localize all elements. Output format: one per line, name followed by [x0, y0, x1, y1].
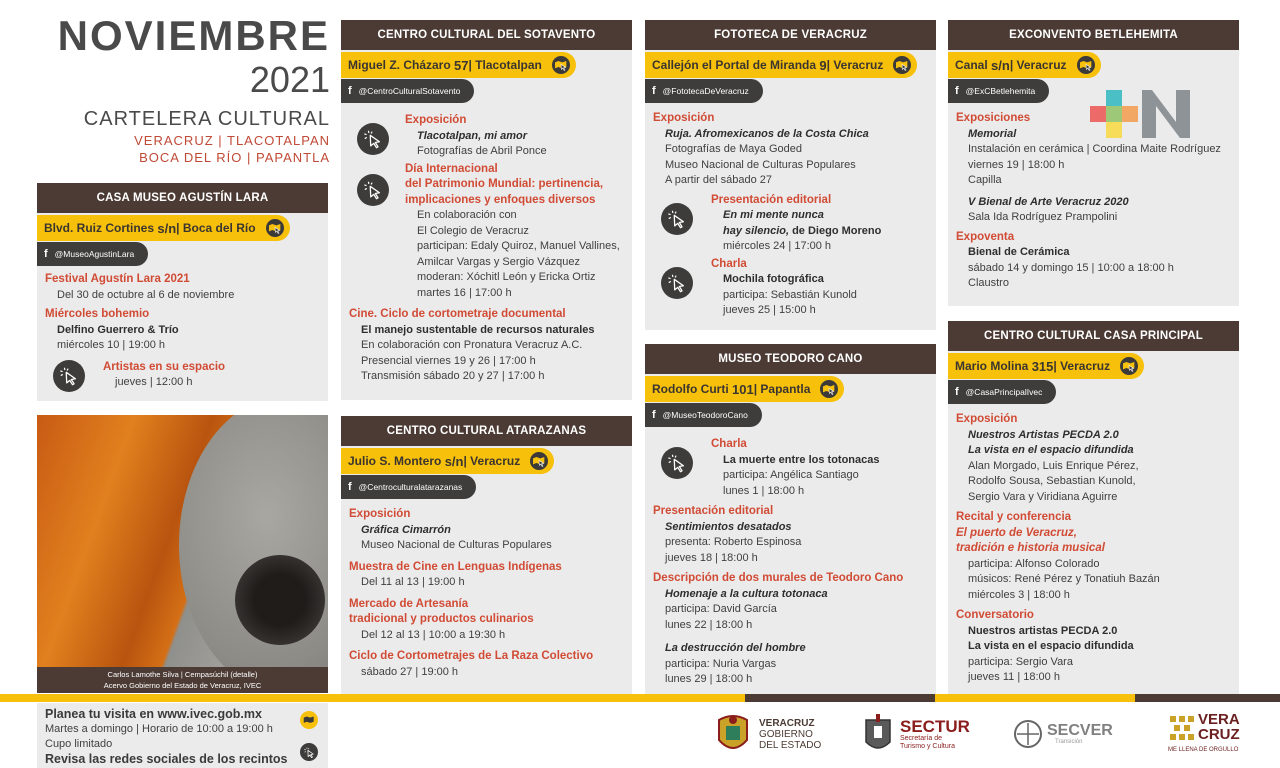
facebook-handle: @CentroCulturalSotavento: [358, 86, 461, 96]
address-number: s/n: [991, 57, 1010, 73]
veracruz-pattern-icon: [1168, 714, 1196, 742]
event-location: Capilla: [968, 174, 1002, 186]
address-number: s/n: [444, 453, 464, 469]
map-icon[interactable]: [891, 54, 913, 76]
event-work: Bienal de Cerámica: [968, 246, 1070, 258]
event-title: Conversatorio: [956, 609, 1034, 621]
event-detail: músicos: René Pérez y Tonatiuh Bazán: [968, 573, 1160, 585]
title-subtitle: CARTELERA CULTURAL: [83, 108, 330, 130]
event-detail: participa: Nuria Vargas: [665, 657, 777, 670]
veracruz-coat-of-arms-icon: [715, 712, 751, 756]
venue-header: EXCONVENTO BETLEHEMITA: [948, 20, 1239, 50]
event-date: jueves 11 | 18:00 h: [968, 671, 1060, 683]
event-work: Memorial: [968, 127, 1017, 140]
event-work: Homenaje a la cultura totonaca: [665, 587, 828, 600]
venue-museo-teodoro-cano: [645, 344, 936, 694]
facebook-link[interactable]: [37, 242, 148, 266]
logo-text: GOBIERNO: [759, 728, 813, 740]
event-detail: participan: Edaly Quiroz, Manuel Vallines,: [417, 240, 620, 252]
address-number: s/n: [157, 220, 177, 236]
logo-text: ME LLENA DE ORGULLO: [1168, 747, 1239, 753]
event-detail: participa: Angélica Santiago: [723, 469, 859, 481]
click-cursor-icon[interactable]: [661, 267, 693, 299]
facebook-icon: f: [955, 85, 959, 97]
facebook-icon: f: [44, 248, 48, 260]
event-title: Ciclo de Cortometrajes de La Raza Colectivo: [349, 650, 594, 662]
event-detail: Instalación en cerámica | Coordina Maite Rodríguez: [968, 143, 1221, 155]
event-location: Claustro: [968, 277, 1009, 289]
event-date: viernes 19 | 18:00 h: [968, 158, 1065, 171]
website-line[interactable]: Planea tu visita en www.ivec.gob.mx: [45, 707, 262, 721]
venue-header: CENTRO CULTURAL DEL SOTAVENTO: [341, 20, 632, 50]
facebook-handle: @ExCBetlehemita: [965, 86, 1036, 96]
event-work: El puerto de Veracruz,: [956, 526, 1077, 539]
event-title: Recital y conferencia: [956, 511, 1072, 523]
facebook-link[interactable]: [341, 79, 474, 103]
event-date: Del 30 de octubre al 6 de noviembre: [57, 288, 235, 301]
logo-text: DEL ESTADO: [759, 739, 822, 751]
cities-line-1: VERACRUZ | TLACOTALPAN: [134, 133, 330, 148]
event-date: miércoles 3 | 18:00 h: [968, 588, 1070, 601]
address-city: | Veracruz: [826, 58, 884, 72]
address-city: | Veracruz: [463, 454, 521, 468]
event-detail: Rodolfo Sousa, Sebastian Kunold,: [968, 475, 1136, 487]
event-work: La destrucción del hombre: [665, 642, 806, 654]
event-title: Artistas en su espacio: [103, 360, 226, 373]
event-title: Cine. Ciclo de cortometraje documental: [349, 308, 566, 320]
event-title: implicaciones y enfoques diversos: [405, 193, 596, 206]
click-cursor-icon[interactable]: [357, 123, 389, 155]
event-date: jueves | 12:00 h: [115, 376, 193, 388]
event-title: Festival Agustín Lara 2021: [45, 273, 190, 285]
venue-exconvento-betlehemita: [948, 20, 1239, 306]
address-bar[interactable]: [37, 215, 290, 241]
event-work: Ruja. Afromexicanos de la Costa Chica: [665, 127, 869, 140]
event-detail: Sergio Vara y Viridiana Aguirre: [968, 490, 1118, 503]
caption-line-1: Carlos Lamothe Silva | Cempasúchil (detalle): [107, 670, 258, 679]
ivec-seal-icon: [1013, 719, 1043, 749]
event-title: Exposición: [405, 114, 467, 126]
event-detail: Fotografías de Abril Ponce: [417, 145, 547, 157]
event-date: miércoles 24 | 17:00 h: [723, 240, 832, 252]
click-cursor-icon[interactable]: [53, 360, 85, 392]
event-title: Presentación editorial: [653, 505, 774, 517]
venue-header: CASA MUSEO AGUSTÍN LARA: [37, 183, 328, 213]
address-number: 9: [819, 57, 827, 73]
event-work: El manejo sustentable de recursos naturales: [361, 323, 595, 336]
cities-line-2: BOCA DEL RÍO | PAPANTLA: [139, 150, 330, 165]
event-work: La muerte entre los totonacas: [723, 453, 880, 466]
event-title: Exposición: [653, 112, 715, 124]
venue-header: FOTOTECA DE VERACRUZ: [645, 20, 936, 50]
logo-text: VERA: [1198, 711, 1240, 728]
map-icon[interactable]: [550, 54, 572, 76]
facebook-link[interactable]: [645, 79, 763, 103]
facebook-icon: f: [348, 85, 352, 97]
address-number: 315: [1031, 358, 1054, 374]
event-detail: Museo Nacional de Culturas Populares: [665, 158, 856, 171]
title-month: NOVIEMBRE: [57, 12, 330, 59]
address-bar[interactable]: [645, 52, 917, 78]
event-detail: El Colegio de Veracruz: [417, 224, 529, 237]
address-city: | Veracruz: [1009, 58, 1067, 72]
logo-veracruz-me-llena-de-orgullo: [1168, 712, 1248, 756]
event-date: Del 11 al 13 | 19:00 h: [361, 576, 465, 588]
facebook-handle: @FototecaDeVeracruz: [662, 86, 749, 96]
click-cursor-icon[interactable]: [661, 203, 693, 235]
event-date: jueves 18 | 18:00 h: [665, 551, 758, 564]
event-title: Charla: [711, 438, 747, 450]
event-detail: moderan: Xóchitl León y Ericka Ortiz: [417, 271, 596, 283]
event-work: La vista en el espacio difundida: [968, 444, 1134, 456]
map-icon[interactable]: [300, 711, 318, 729]
event-date: jueves 25 | 15:00 h: [723, 304, 816, 316]
event-detail: participa: Sebastián Kunold: [723, 288, 857, 301]
facebook-link[interactable]: [645, 403, 762, 427]
address-bar[interactable]: [948, 52, 1101, 78]
photo-caption: [37, 667, 328, 693]
map-icon[interactable]: [818, 378, 840, 400]
address-city: | Tlacotalpan: [468, 58, 542, 72]
brown-divider-stripe: [745, 694, 935, 702]
address-street: Callejón el Portal de Miranda: [652, 58, 817, 72]
address-bar[interactable]: [341, 52, 576, 78]
address-city: | Boca del Río: [176, 221, 256, 235]
event-date: martes 16 | 17:00 h: [417, 286, 512, 299]
event-title: Mercado de Artesanía: [349, 597, 469, 610]
event-work: Tlacotalpan, mi amor: [417, 129, 528, 142]
event-date: sábado 27 | 19:00 h: [361, 665, 459, 678]
logo-gobierno-veracruz: [715, 712, 821, 756]
event-detail: En colaboración con: [417, 209, 517, 221]
visit-info-box: [37, 703, 328, 768]
event-location: Sala Ida Rodríguez Prampolini: [968, 211, 1118, 223]
address-number: 57: [454, 57, 469, 73]
map-icon[interactable]: [528, 450, 550, 472]
facebook-icon: f: [348, 481, 352, 493]
logo-text: Secretaría de: [900, 734, 943, 742]
schedule-line: Martes a domingo | Horario de 10:00 a 19:00 h: [45, 723, 273, 735]
address-street: Canal: [955, 58, 988, 72]
event-title: Día Internacional: [405, 162, 498, 175]
event-title: Miércoles bohemio: [45, 308, 150, 320]
event-title: Presentación editorial: [711, 193, 832, 206]
logo-secver: [1013, 712, 1113, 756]
event-work: tradición e historia musical: [956, 542, 1105, 554]
logo-text: Transición: [1055, 739, 1083, 745]
address-street: Blvd. Ruiz Cortines: [44, 221, 155, 235]
click-cursor-icon[interactable]: [357, 174, 389, 206]
map-icon[interactable]: [1075, 54, 1097, 76]
logo-text: SECVER: [1047, 722, 1113, 739]
event-date: lunes 22 | 18:00 h: [665, 618, 753, 631]
event-detail: participa: Alfonso Colorado: [968, 557, 1100, 570]
event-date: sábado 14 y domingo 15 | 10:00 a 18:00 h: [968, 261, 1174, 274]
logo-text: SECTUR: [900, 716, 970, 736]
event-title: tradicional y productos culinarios: [349, 613, 534, 625]
venue-centro-cultural-casa-principal: [948, 321, 1239, 694]
address-street: Julio S. Montero: [348, 454, 442, 468]
title-block: [40, 12, 330, 166]
venue-header: MUSEO TEODORO CANO: [645, 344, 936, 374]
address-bar[interactable]: [645, 376, 844, 402]
facebook-link[interactable]: [948, 380, 1056, 404]
facebook-handle: @MuseoAgustinLara: [54, 249, 135, 259]
event-date: lunes 29 | 18:00 h: [665, 673, 753, 685]
caption-line-2: Acervo Gobierno del Estado de Veracruz, IVEC: [103, 681, 262, 690]
address-street: Rodolfo Curti: [652, 382, 729, 396]
event-title: Charla: [711, 257, 747, 270]
address-street: Mario Molina: [955, 359, 1029, 373]
facebook-link[interactable]: [341, 475, 476, 499]
event-date: lunes 1 | 18:00 h: [723, 484, 805, 497]
logo-sectur: [862, 712, 970, 756]
map-icon[interactable]: [264, 217, 286, 239]
facebook-icon: f: [955, 386, 959, 398]
logo-text: VERACRUZ: [759, 717, 815, 729]
address-bar[interactable]: [948, 353, 1144, 379]
yellow-divider-stripe: [0, 694, 1280, 702]
venue-header: CENTRO CULTURAL CASA PRINCIPAL: [948, 321, 1239, 351]
event-detail: Fotografías de Maya Goded: [665, 143, 802, 155]
event-performer: Delfino Guerrero & Trío: [57, 323, 179, 336]
event-author: de Diego Moreno: [789, 224, 882, 237]
event-detail: participa: David García: [665, 603, 777, 615]
event-work: Gráfica Cimarrón: [361, 523, 451, 536]
title-year: 2021: [249, 59, 330, 100]
event-date: Del 12 al 13 | 10:00 a 19:30 h: [361, 628, 506, 641]
facebook-icon: f: [652, 85, 656, 97]
click-cursor-icon[interactable]: [300, 743, 318, 761]
logo-text: Turismo y Cultura: [900, 742, 955, 750]
event-date: A partir del sábado 27: [665, 174, 773, 186]
event-date: miércoles 10 | 19:00 h: [57, 339, 166, 351]
venue-centro-cultural-atarazanas: [341, 416, 632, 694]
event-work: V Bienal de Arte Veracruz 2020: [968, 195, 1129, 208]
social-line: Revisa las redes sociales de los recintos: [45, 752, 288, 766]
event-detail: En colaboración con Pronatura Veracruz A.C.: [361, 339, 583, 351]
address-city: | Veracruz: [1053, 359, 1111, 373]
event-date: Transmisión sábado 20 y 27 | 17:00 h: [361, 370, 545, 382]
brown-divider-stripe: [1135, 694, 1280, 702]
event-detail: Amilcar Vargas y Sergio Vázquez: [417, 255, 581, 268]
skull-eye-socket: [235, 555, 325, 645]
event-work: En mi mente nunca: [723, 209, 824, 221]
event-date: Presencial viernes 19 y 26 | 17:00 h: [361, 354, 536, 367]
sectur-shield-icon: [862, 714, 894, 754]
venue-centro-cultural-sotavento: [341, 20, 632, 400]
event-work: Nuestros Artistas PECDA 2.0: [968, 428, 1119, 441]
event-detail: Alan Morgado, Luis Enrique Pérez,: [968, 459, 1139, 472]
click-cursor-icon[interactable]: [661, 447, 693, 479]
event-title: Muestra de Cine en Lenguas Indígenas: [349, 560, 562, 573]
event-detail: participa: Sergio Vara: [968, 655, 1073, 668]
event-work: La vista en el espacio difundida: [968, 640, 1134, 652]
artwork-photo: [37, 415, 328, 693]
facebook-handle: @Centroculturalatarazanas: [358, 482, 463, 492]
venue-header: CENTRO CULTURAL ATARAZANAS: [341, 416, 632, 446]
map-icon[interactable]: [1118, 355, 1140, 377]
event-detail: presenta: Roberto Espinosa: [665, 536, 802, 548]
facebook-handle: @CasaPrincipalIvec: [965, 387, 1043, 397]
event-work: Mochila fotográfica: [723, 273, 824, 285]
facebook-handle: @MuseoTeodoroCano: [662, 410, 748, 420]
address-number: 101: [732, 381, 754, 397]
facebook-icon: f: [652, 409, 656, 421]
capacity-line: Cupo limitado: [45, 738, 113, 750]
event-title: Exposición: [349, 508, 411, 520]
plus-n-logo: [1090, 90, 1190, 140]
event-work: Nuestros artistas PECDA 2.0: [968, 624, 1118, 637]
event-title: Descripción de dos murales de Teodoro Cano: [653, 572, 904, 584]
address-street: Miguel Z. Cházaro: [348, 58, 451, 72]
venue-fototeca-de-veracruz: [645, 20, 936, 330]
event-title: Exposición: [956, 413, 1018, 425]
venue-casa-museo-agustin-lara: [37, 183, 328, 401]
event-detail: Museo Nacional de Culturas Populares: [361, 539, 552, 551]
event-title: Expoventa: [956, 230, 1015, 243]
address-city: | Papantla: [753, 382, 811, 396]
address-bar[interactable]: [341, 448, 554, 474]
event-work: Sentimientos desatados: [665, 520, 792, 533]
facebook-link[interactable]: [948, 79, 1049, 103]
skull-image: [179, 415, 328, 693]
event-title: del Patrimonio Mundial: pertinencia,: [405, 178, 604, 190]
event-work: hay silencio,: [723, 224, 790, 237]
logo-text: CRUZ: [1198, 726, 1240, 743]
event-title: Exposiciones: [956, 112, 1031, 124]
